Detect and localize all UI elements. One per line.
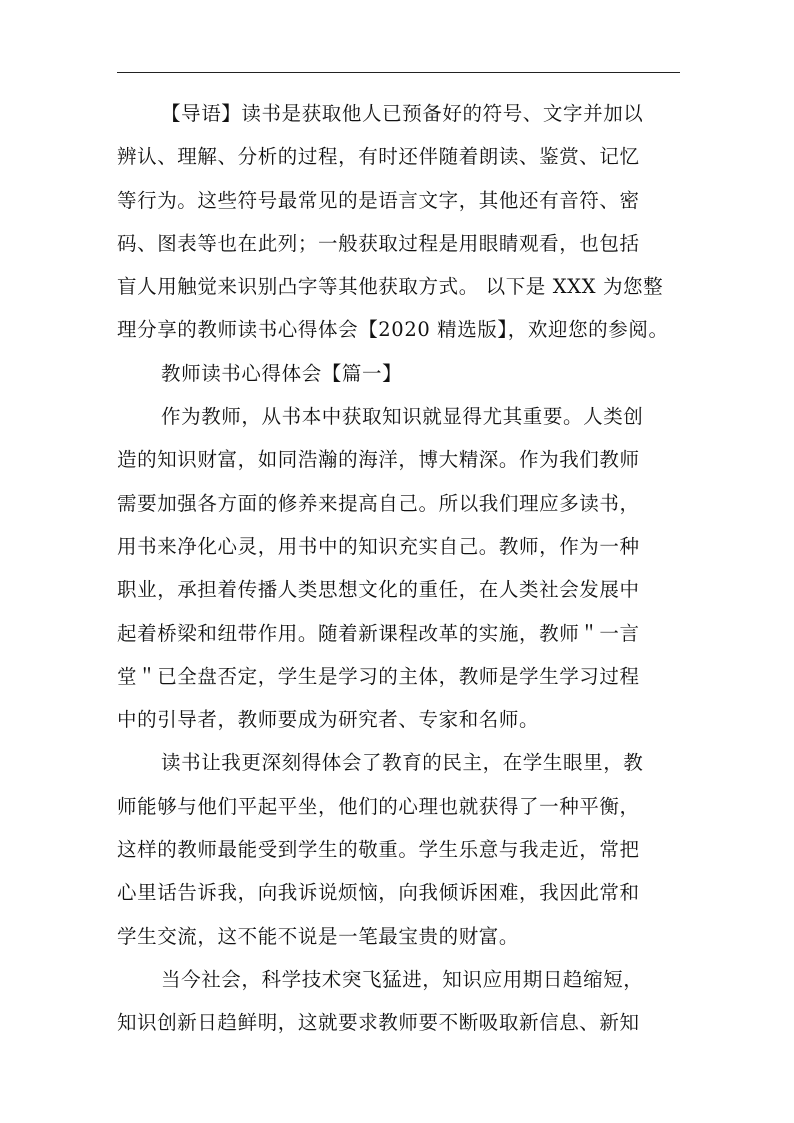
paragraph-line: 这样的教师最能受到学生的敬重。学生乐意与我走近，常把 bbox=[117, 838, 640, 862]
paragraph-line: 当今社会，科学技术突飞猛进，知识应用期日趋缩短， bbox=[161, 967, 644, 991]
intro-line: 辨认、理解、分析的过程，有时还伴随着朗读、鉴赏、记忆 bbox=[117, 145, 640, 169]
paragraph-line: 堂＂已全盘否定，学生是学习的主体，教师是学生学习过程 bbox=[117, 664, 640, 688]
paragraph-line: 需要加强各方面的修养来提高自己。所以我们理应多读书， bbox=[117, 491, 640, 515]
intro-line: 码、图表等也在此列；一般获取过程是用眼睛观看，也包括 bbox=[117, 231, 640, 255]
intro-line: 等行为。这些符号最常见的是语言文字，其他还有音符、密 bbox=[117, 188, 640, 212]
paragraph-line: 心里话告诉我，向我诉说烦恼，向我倾诉困难，我因此常和 bbox=[117, 881, 640, 905]
paragraph-line: 起着桥梁和纽带作用。随着新课程改革的实施，教师＂一言 bbox=[117, 621, 640, 645]
paragraph-line: 学生交流，这不能不说是一笔最宝贵的财富。 bbox=[117, 924, 520, 948]
header-rule bbox=[117, 72, 680, 73]
paragraph-line: 造的知识财富，如同浩瀚的海洋，博大精深。作为我们教师 bbox=[117, 448, 640, 472]
section-heading: 教师读书心得体会【篇一】 bbox=[161, 361, 403, 385]
intro-line: 【导语】读书是获取他人已预备好的符号、文字并加以 bbox=[161, 102, 644, 125]
paragraph-line: 用书来净化心灵，用书中的知识充实自己。教师，作为一种 bbox=[117, 534, 640, 558]
paragraph-line: 作为教师，从书本中获取知识就显得尤其重要。人类创 bbox=[161, 405, 644, 429]
paragraph-line: 读书让我更深刻得体会了教育的民主，在学生眼里，教 bbox=[161, 751, 644, 775]
paragraph-line: 中的引导者，教师要成为研究者、专家和名师。 bbox=[117, 708, 540, 732]
document-body bbox=[117, 92, 687, 1045]
paragraph-line: 师能够与他们平起平坐，他们的心理也就获得了一种平衡， bbox=[117, 794, 640, 818]
paragraph-line: 知识创新日趋鲜明，这就要求教师要不断吸取新信息、新知 bbox=[117, 1011, 640, 1035]
intro-line: 理分享的教师读书心得体会【2020 精选版】，欢迎您的参阅。 bbox=[117, 318, 669, 342]
paragraph-line: 职业，承担着传播人类思想文化的重任，在人类社会发展中 bbox=[117, 578, 640, 602]
intro-line: 盲人用触觉来识别凸字等其他获取方式。 以下是 XXX 为您整 bbox=[117, 275, 664, 299]
